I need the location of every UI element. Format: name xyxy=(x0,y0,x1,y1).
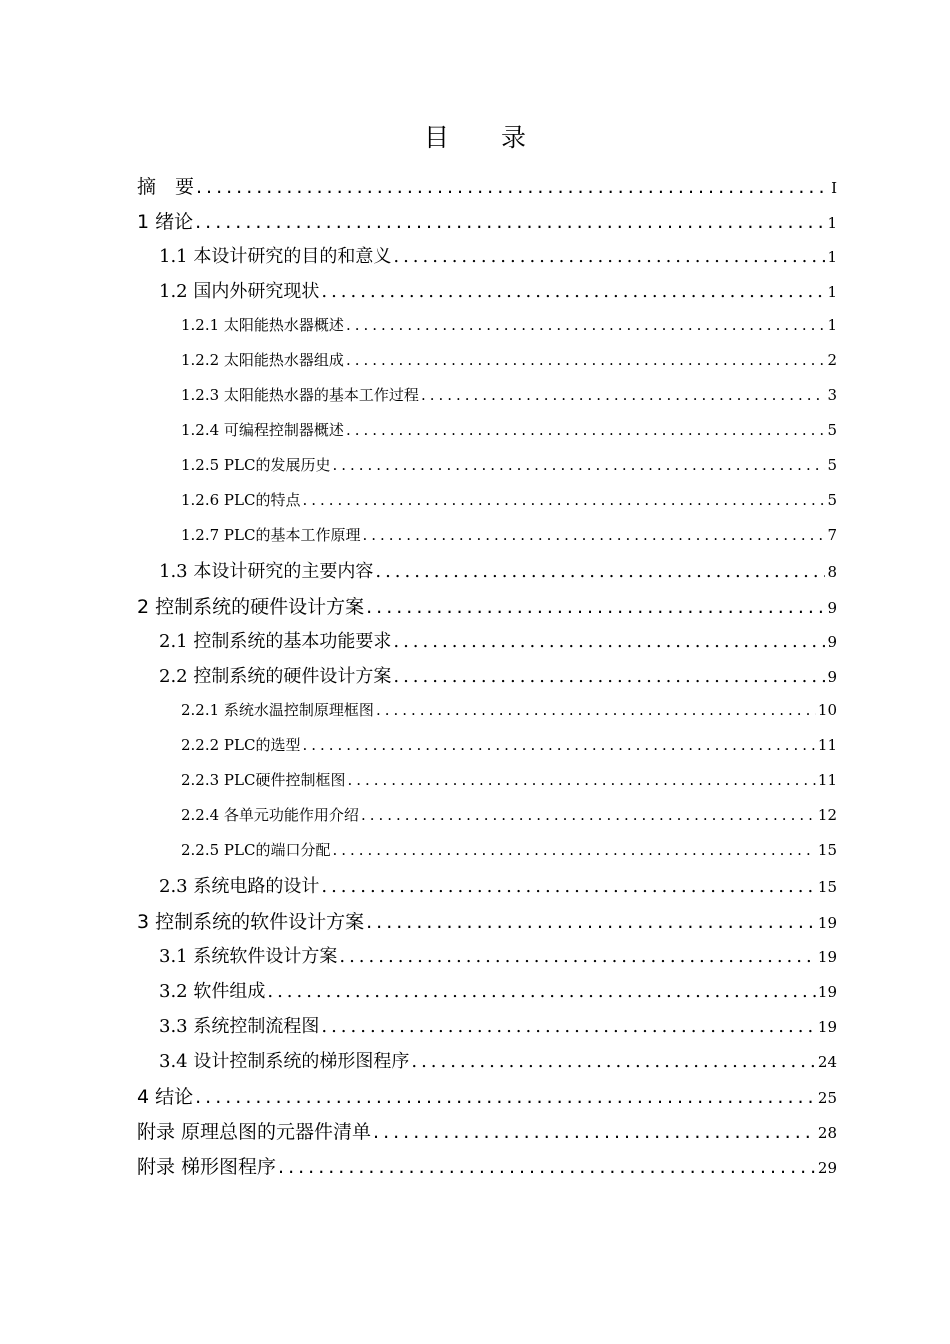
dot-leader xyxy=(393,246,825,267)
toc-entry-appendix-ladder[interactable] xyxy=(137,1152,837,1179)
toc-entry-label: 3 控制系统的软件设计方案 xyxy=(137,911,365,933)
toc-entry-label: 2.3 系统电路的设计 xyxy=(159,876,320,897)
toc-entry-label: 3.2 软件组成 xyxy=(159,981,266,1002)
toc-page-number: 15 xyxy=(817,878,837,896)
toc-page-number: 19 xyxy=(817,948,837,966)
toc-page-number: 9 xyxy=(827,668,837,686)
dot-leader xyxy=(346,421,826,439)
toc-entry-2-2-1[interactable] xyxy=(181,699,837,720)
toc-entry-2-1[interactable] xyxy=(159,627,837,653)
toc-page-number: 1 xyxy=(827,248,837,266)
toc-entry-label: 1 绪论 xyxy=(137,211,194,233)
toc-entry-label: 3.4 设计控制系统的梯形图程序 xyxy=(159,1051,410,1072)
dot-leader xyxy=(332,841,815,859)
toc-entry-label: 4 结论 xyxy=(137,1086,194,1108)
toc-entry-1-2[interactable] xyxy=(159,277,837,303)
dot-leader xyxy=(321,1016,816,1037)
toc-page-number: 9 xyxy=(827,633,837,651)
toc-entry-1[interactable] xyxy=(137,207,837,234)
toc-entry-label: 1.2.6 PLC的特点 xyxy=(181,491,301,509)
dot-leader xyxy=(421,386,826,404)
toc-page-number: 19 xyxy=(817,1018,837,1036)
toc-entry-1-2-3[interactable] xyxy=(181,384,837,405)
dot-leader xyxy=(362,526,825,544)
toc-entry-label: 1.2.7 PLC的基本工作原理 xyxy=(181,526,361,544)
toc-entry-1-2-4[interactable] xyxy=(181,419,837,440)
toc-page-number: 19 xyxy=(817,914,837,932)
toc-page-number: 11 xyxy=(817,736,837,754)
toc-page-number: 25 xyxy=(817,1089,837,1107)
dot-leader xyxy=(375,561,825,582)
toc-entry-label: 2 控制系统的硬件设计方案 xyxy=(137,596,365,618)
toc-entry-3[interactable] xyxy=(137,907,837,934)
dot-leader xyxy=(195,1086,816,1108)
dot-leader xyxy=(321,281,825,302)
toc-page-number: 29 xyxy=(817,1159,837,1177)
toc-entry-label: 3.1 系统软件设计方案 xyxy=(159,946,338,967)
dot-leader xyxy=(347,771,815,789)
toc-entry-label: 2.2.3 PLC硬件控制框图 xyxy=(181,771,346,789)
toc-entry-label: 2.2.1 系统水温控制原理框图 xyxy=(181,701,374,719)
toc-entry-label: 1.3 本设计研究的主要内容 xyxy=(159,561,374,582)
toc-entry-label: 1.2.2 太阳能热水器组成 xyxy=(181,351,344,369)
dot-leader xyxy=(321,876,816,897)
dot-leader xyxy=(195,211,825,233)
toc-entry-1-2-2[interactable] xyxy=(181,349,837,370)
toc-entry-2-2-5[interactable] xyxy=(181,839,837,860)
toc-page-number: I xyxy=(831,179,837,197)
dot-leader xyxy=(366,911,816,933)
toc-page-number: 5 xyxy=(827,421,837,439)
toc-entry-label: 1.1 本设计研究的目的和意义 xyxy=(159,246,392,267)
toc-entry-1-2-1[interactable] xyxy=(181,314,837,335)
toc-entry-label: 附录 原理总图的元器件清单 xyxy=(137,1121,372,1143)
dot-leader xyxy=(196,176,829,198)
dot-leader xyxy=(376,701,816,719)
dot-leader xyxy=(361,806,816,824)
toc-page-number: 24 xyxy=(817,1053,837,1071)
toc-entry-3-1[interactable] xyxy=(159,942,837,968)
toc-entry-2-3[interactable] xyxy=(159,872,837,898)
toc-entry-label: 1.2.3 太阳能热水器的基本工作过程 xyxy=(181,386,419,404)
toc-entry-3-4[interactable] xyxy=(159,1047,837,1073)
toc-entry-2-2-3[interactable] xyxy=(181,769,837,790)
toc-entry-2-2-4[interactable] xyxy=(181,804,837,825)
toc-entry-label: 2.2.4 各单元功能作用介绍 xyxy=(181,806,359,824)
dot-leader xyxy=(393,666,825,687)
toc-entry-label: 2.1 控制系统的基本功能要求 xyxy=(159,631,392,652)
toc-entry-label: 1.2 国内外研究现状 xyxy=(159,281,320,302)
dot-leader xyxy=(366,596,825,618)
dot-leader xyxy=(332,456,825,474)
toc-page-number: 1 xyxy=(827,214,837,232)
toc-page-number: 11 xyxy=(817,771,837,789)
toc-page-number: 5 xyxy=(827,491,837,509)
toc-entry-label: 1.2.1 太阳能热水器概述 xyxy=(181,316,344,334)
toc-entry-abstract[interactable] xyxy=(137,172,837,199)
toc-page-number: 2 xyxy=(827,351,837,369)
toc-page-number: 10 xyxy=(817,701,837,719)
dot-leader xyxy=(346,351,826,369)
toc-entry-label: 摘 要 xyxy=(137,176,195,198)
toc-entry-label: 3.3 系统控制流程图 xyxy=(159,1016,320,1037)
toc-entry-1-3[interactable] xyxy=(159,557,837,583)
dot-leader xyxy=(411,1051,816,1072)
toc-entry-3-3[interactable] xyxy=(159,1012,837,1038)
toc-entry-label: 1.2.5 PLC的发展历史 xyxy=(181,456,331,474)
toc-page-number: 28 xyxy=(817,1124,837,1142)
toc-page-number: 19 xyxy=(817,983,837,1001)
toc-entry-2[interactable] xyxy=(137,592,837,619)
toc-entry-2-2[interactable] xyxy=(159,662,837,688)
toc-entry-label: 2.2.5 PLC的端口分配 xyxy=(181,841,331,859)
toc-entry-label: 2.2.2 PLC的选型 xyxy=(181,736,301,754)
toc-entry-appendix-components[interactable] xyxy=(137,1117,837,1144)
dot-leader xyxy=(373,1121,816,1143)
toc-entry-label: 附录 梯形图程序 xyxy=(137,1156,277,1178)
dot-leader xyxy=(267,981,816,1002)
toc-page-number: 1 xyxy=(827,283,837,301)
toc-entry-label: 1.2.4 可编程控制器概述 xyxy=(181,421,344,439)
dot-leader xyxy=(302,736,815,754)
toc-entry-1-2-7[interactable] xyxy=(181,524,837,545)
toc-entry-1-2-6[interactable] xyxy=(181,489,837,510)
toc-entry-1-1[interactable] xyxy=(159,242,837,268)
toc-page-number: 8 xyxy=(827,563,837,581)
dot-leader xyxy=(346,316,826,334)
toc-page-number: 12 xyxy=(817,806,837,824)
toc-page-number: 7 xyxy=(827,526,837,544)
toc-entry-2-2-2[interactable] xyxy=(181,734,837,755)
toc-entry-4[interactable] xyxy=(137,1082,837,1109)
toc-page-number: 5 xyxy=(827,456,837,474)
toc-page-number: 1 xyxy=(827,316,837,334)
dot-leader xyxy=(339,946,816,967)
toc-page-number: 3 xyxy=(827,386,837,404)
dot-leader xyxy=(302,491,825,509)
page-title: 目 录 xyxy=(424,123,548,152)
toc-page-number: 15 xyxy=(817,841,837,859)
dot-leader xyxy=(278,1156,816,1178)
toc-entry-1-2-5[interactable] xyxy=(181,454,837,475)
toc-entry-3-2[interactable] xyxy=(159,977,837,1003)
dot-leader xyxy=(393,631,825,652)
toc-page-number: 9 xyxy=(827,599,837,617)
toc-entry-label: 2.2 控制系统的硬件设计方案 xyxy=(159,666,392,687)
